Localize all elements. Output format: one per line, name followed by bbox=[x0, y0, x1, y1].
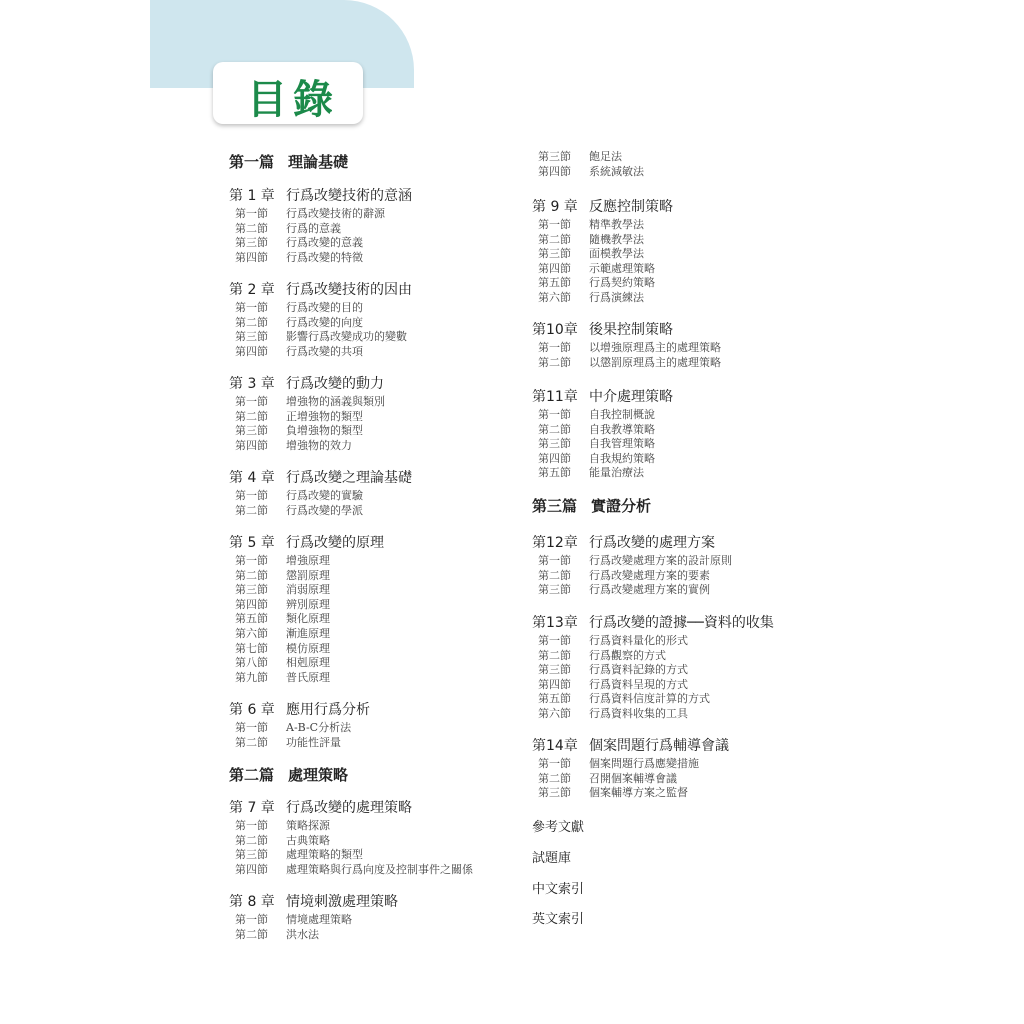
section-number: 第二節 bbox=[235, 735, 268, 749]
section-item[interactable] bbox=[532, 423, 673, 438]
section-number: 第一節 bbox=[538, 554, 571, 567]
section-number: 第二節 bbox=[235, 503, 268, 517]
part-title: 處理策略 bbox=[288, 766, 349, 784]
section-item[interactable] bbox=[229, 721, 370, 736]
section-item[interactable] bbox=[229, 489, 412, 504]
section-number: 第八節 bbox=[235, 656, 268, 670]
section-item[interactable] bbox=[229, 656, 384, 671]
part-title: 理論基礎 bbox=[288, 153, 349, 171]
chapter-title: 行爲改變技術的意涵 bbox=[286, 188, 412, 204]
section-number: 第一節 bbox=[235, 554, 268, 567]
chapter-12 bbox=[532, 534, 732, 598]
section-title: 增強物的涵義與類別 bbox=[286, 395, 385, 408]
section-title: 負增強物的類型 bbox=[286, 424, 363, 438]
section-title: 行爲改變的目的 bbox=[286, 301, 363, 314]
section-number: 第三節 bbox=[538, 247, 571, 261]
section-item[interactable] bbox=[229, 598, 384, 613]
section-item[interactable] bbox=[229, 671, 384, 686]
chapter-2 bbox=[229, 281, 412, 359]
section-item[interactable] bbox=[229, 627, 384, 642]
section-item[interactable] bbox=[532, 233, 673, 248]
section-title: 行爲改變的意義 bbox=[286, 236, 363, 250]
chapter-number: 第10章 bbox=[532, 322, 578, 338]
section-item[interactable] bbox=[229, 819, 473, 834]
chapter-number: 第 6 章 bbox=[229, 702, 275, 718]
section-item[interactable] bbox=[532, 634, 774, 649]
section-item[interactable] bbox=[229, 569, 384, 584]
chapter-number: 第 8 章 bbox=[229, 894, 275, 910]
section-item[interactable] bbox=[532, 757, 729, 772]
section-number: 第一節 bbox=[235, 395, 268, 408]
section-title: 飽足法 bbox=[589, 150, 622, 163]
section-title: 模仿原理 bbox=[286, 641, 330, 655]
page-title: 目錄 bbox=[247, 77, 339, 123]
chapter-11 bbox=[532, 388, 673, 481]
section-number: 第二節 bbox=[235, 315, 268, 329]
section-item[interactable] bbox=[229, 642, 384, 657]
section-title: 自我規約策略 bbox=[589, 451, 655, 465]
chapter-heading[interactable] bbox=[229, 187, 412, 205]
chapter-title: 行爲改變的動力 bbox=[286, 376, 384, 392]
section-title: 行爲觀察的方式 bbox=[589, 648, 666, 662]
section-item[interactable] bbox=[229, 834, 473, 849]
chapter-number: 第12章 bbox=[532, 535, 578, 551]
section-number: 第二節 bbox=[538, 771, 571, 785]
section-title: 漸進原理 bbox=[286, 626, 330, 640]
chapter-title: 行爲改變的處理方案 bbox=[589, 535, 715, 551]
section-title: A-B-C分析法 bbox=[286, 721, 352, 734]
section-number: 第二節 bbox=[235, 568, 268, 582]
section-title: 能量治療法 bbox=[589, 466, 644, 480]
section-item[interactable] bbox=[229, 554, 384, 569]
section-number: 第四節 bbox=[538, 164, 571, 178]
section-item[interactable] bbox=[532, 165, 644, 180]
section-item[interactable] bbox=[532, 663, 774, 678]
section-title: 面模教學法 bbox=[589, 247, 644, 261]
section-item[interactable] bbox=[532, 649, 774, 664]
section-title: 精準教學法 bbox=[589, 218, 644, 231]
part-heading-3[interactable] bbox=[532, 495, 651, 516]
section-item[interactable] bbox=[532, 678, 774, 693]
section-title: 行爲改變的共項 bbox=[286, 344, 363, 358]
section-title: 行爲資料記錄的方式 bbox=[589, 663, 688, 677]
chapter-title: 行爲改變技術的因由 bbox=[286, 282, 412, 298]
section-number: 第二節 bbox=[538, 232, 571, 246]
section-item[interactable] bbox=[229, 439, 385, 454]
part-title: 實證分析 bbox=[591, 497, 652, 515]
section-item[interactable] bbox=[532, 466, 673, 481]
chapter-heading[interactable] bbox=[532, 388, 673, 406]
references-link[interactable]: 參考文獻 bbox=[532, 820, 585, 835]
section-number: 第四節 bbox=[538, 451, 571, 465]
section-title: 相剋原理 bbox=[286, 656, 330, 670]
chapter-heading[interactable] bbox=[532, 737, 729, 755]
section-title: 行爲改變處理方案的要素 bbox=[589, 568, 710, 582]
section-title: 功能性評量 bbox=[286, 735, 341, 749]
section-title: 行爲改變處理方案的實例 bbox=[589, 583, 710, 597]
section-number: 第三節 bbox=[538, 437, 571, 451]
section-number: 第一節 bbox=[538, 341, 571, 354]
english-index-link[interactable]: 英文索引 bbox=[532, 912, 585, 927]
section-number: 第一節 bbox=[538, 757, 571, 770]
chapter-heading[interactable] bbox=[229, 281, 412, 299]
chapter-1 bbox=[229, 187, 412, 265]
section-item[interactable] bbox=[532, 276, 673, 291]
section-item[interactable] bbox=[229, 301, 412, 316]
chapter-number: 第 4 章 bbox=[229, 470, 275, 486]
chapter-heading[interactable] bbox=[229, 701, 370, 719]
section-number: 第七節 bbox=[235, 641, 268, 655]
section-title: 行爲資料信度計算的方式 bbox=[589, 692, 710, 706]
section-item[interactable] bbox=[532, 692, 774, 707]
section-number: 第一節 bbox=[235, 301, 268, 314]
section-title: 辨別原理 bbox=[286, 597, 330, 611]
section-title: 行爲改變處理方案的設計原則 bbox=[589, 554, 732, 567]
section-title: 個案問題行爲應變措施 bbox=[589, 757, 699, 770]
section-title: 影響行爲改變成功的變數 bbox=[286, 330, 407, 344]
section-number: 第四節 bbox=[538, 677, 571, 691]
section-number: 第一節 bbox=[538, 634, 571, 647]
section-title: 自我管理策略 bbox=[589, 437, 655, 451]
section-title: 增強原理 bbox=[286, 554, 330, 567]
section-title: 以懲罰原理爲主的處理策略 bbox=[589, 355, 721, 369]
section-item[interactable] bbox=[229, 848, 473, 863]
chapter-number: 第 9 章 bbox=[532, 199, 578, 215]
section-title: 古典策略 bbox=[286, 833, 330, 847]
section-title: 自我教導策略 bbox=[589, 422, 655, 436]
section-number: 第二節 bbox=[538, 422, 571, 436]
section-number: 第一節 bbox=[235, 819, 268, 832]
section-item[interactable] bbox=[229, 410, 385, 425]
section-item[interactable] bbox=[229, 736, 370, 751]
section-number: 第九節 bbox=[235, 670, 268, 684]
section-item[interactable] bbox=[229, 236, 412, 251]
section-number: 第二節 bbox=[235, 833, 268, 847]
chapter-number: 第 2 章 bbox=[229, 282, 275, 298]
section-item[interactable] bbox=[229, 928, 398, 943]
section-number: 第一節 bbox=[235, 207, 268, 220]
section-title: 增強物的效力 bbox=[286, 438, 352, 452]
chinese-index-link[interactable]: 中文索引 bbox=[532, 882, 585, 897]
section-number: 第六節 bbox=[538, 290, 571, 304]
section-number: 第四節 bbox=[538, 261, 571, 275]
section-number: 第五節 bbox=[538, 692, 571, 706]
chapter-heading[interactable] bbox=[229, 799, 473, 817]
chapter-heading[interactable] bbox=[532, 321, 721, 339]
section-item[interactable] bbox=[229, 913, 398, 928]
chapter-13 bbox=[532, 614, 774, 722]
chapter-title: 行爲改變的處理策略 bbox=[286, 800, 412, 816]
chapter-title: 個案問題行爲輔導會議 bbox=[589, 738, 729, 754]
section-title: 行爲的意義 bbox=[286, 221, 341, 235]
section-item[interactable] bbox=[229, 345, 412, 360]
section-number: 第三節 bbox=[235, 236, 268, 250]
section-item[interactable] bbox=[532, 408, 673, 423]
chapter-number: 第 3 章 bbox=[229, 376, 275, 392]
chapter-title: 中介處理策略 bbox=[589, 389, 673, 405]
section-number: 第五節 bbox=[538, 466, 571, 480]
section-title: 行爲資料量化的形式 bbox=[589, 634, 688, 647]
chapter-title: 反應控制策略 bbox=[589, 199, 673, 215]
chapter-heading[interactable] bbox=[532, 614, 774, 632]
section-title: 以增強原理爲主的處理策略 bbox=[589, 341, 721, 354]
part-heading-2[interactable] bbox=[229, 764, 348, 785]
section-number: 第一節 bbox=[538, 408, 571, 421]
section-number: 第二節 bbox=[538, 568, 571, 582]
section-number: 第三節 bbox=[538, 786, 571, 800]
section-number: 第四節 bbox=[235, 250, 268, 264]
chapter-10 bbox=[532, 321, 721, 370]
section-title: 個案輔導方案之監督 bbox=[589, 786, 688, 800]
section-number: 第三節 bbox=[538, 150, 571, 163]
section-number: 第二節 bbox=[235, 221, 268, 235]
chapter-number: 第11章 bbox=[532, 389, 578, 405]
chapter-title: 情境刺激處理策略 bbox=[286, 894, 398, 910]
section-title: 系統減敏法 bbox=[589, 164, 644, 178]
section-number: 第六節 bbox=[235, 626, 268, 640]
section-number: 第三節 bbox=[235, 330, 268, 344]
section-number: 第四節 bbox=[235, 597, 268, 611]
chapter-title: 行爲改變的證據──資料的收集 bbox=[589, 615, 774, 631]
chapter-number: 第14章 bbox=[532, 738, 578, 754]
chapter-8 bbox=[229, 893, 398, 942]
section-item[interactable] bbox=[229, 504, 412, 519]
section-item[interactable] bbox=[532, 262, 673, 277]
section-item[interactable] bbox=[532, 150, 644, 165]
question-bank-link[interactable]: 試題庫 bbox=[532, 851, 572, 866]
section-item[interactable] bbox=[532, 707, 774, 722]
section-number: 第四節 bbox=[235, 344, 268, 358]
section-item[interactable] bbox=[229, 207, 412, 222]
chapter-8-continued bbox=[532, 150, 644, 179]
part-heading-1[interactable] bbox=[229, 151, 348, 172]
section-item[interactable] bbox=[532, 341, 721, 356]
section-number: 第一節 bbox=[235, 913, 268, 926]
section-number: 第五節 bbox=[235, 612, 268, 626]
chapter-heading[interactable] bbox=[229, 893, 398, 911]
chapter-5 bbox=[229, 534, 384, 685]
section-title: 正增強物的類型 bbox=[286, 409, 363, 423]
section-title: 處理策略與行爲向度及控制事件之關係 bbox=[286, 862, 473, 876]
section-title: 行爲資料收集的工具 bbox=[589, 706, 688, 720]
chapter-heading[interactable] bbox=[229, 534, 384, 552]
chapter-heading[interactable] bbox=[229, 375, 385, 393]
section-title: 召開個案輔導會議 bbox=[589, 771, 677, 785]
section-item[interactable] bbox=[532, 291, 673, 306]
section-item[interactable] bbox=[532, 218, 673, 233]
section-title: 策略探源 bbox=[286, 819, 330, 832]
section-number: 第四節 bbox=[235, 438, 268, 452]
section-title: 行爲演練法 bbox=[589, 290, 644, 304]
section-item[interactable] bbox=[532, 247, 673, 262]
chapter-title: 行爲改變之理論基礎 bbox=[286, 470, 412, 486]
chapter-title: 行爲改變的原理 bbox=[286, 535, 384, 551]
part-label: 第一篇 bbox=[229, 153, 275, 171]
section-number: 第三節 bbox=[538, 583, 571, 597]
section-title: 行爲契約策略 bbox=[589, 276, 655, 290]
section-item[interactable] bbox=[229, 863, 473, 878]
section-number: 第五節 bbox=[538, 276, 571, 290]
chapter-heading[interactable] bbox=[229, 469, 412, 487]
section-item[interactable] bbox=[532, 554, 732, 569]
section-item[interactable] bbox=[229, 316, 412, 331]
section-title: 行爲改變的學派 bbox=[286, 503, 363, 517]
section-title: 消弱原理 bbox=[286, 583, 330, 597]
section-number: 第六節 bbox=[538, 706, 571, 720]
section-item[interactable] bbox=[532, 786, 729, 801]
section-number: 第二節 bbox=[235, 927, 268, 941]
chapter-number: 第 5 章 bbox=[229, 535, 275, 551]
section-title: 類化原理 bbox=[286, 612, 330, 626]
section-item[interactable] bbox=[229, 395, 385, 410]
section-number: 第一節 bbox=[235, 489, 268, 502]
section-title: 行爲資料呈現的方式 bbox=[589, 677, 688, 691]
section-item[interactable] bbox=[229, 612, 384, 627]
chapter-4 bbox=[229, 469, 412, 518]
section-item[interactable] bbox=[532, 452, 673, 467]
section-title: 行爲改變技術的辭源 bbox=[286, 207, 385, 220]
section-item[interactable] bbox=[532, 772, 729, 787]
section-item[interactable] bbox=[532, 437, 673, 452]
chapter-9 bbox=[532, 198, 673, 306]
section-item[interactable] bbox=[229, 251, 412, 266]
section-item[interactable] bbox=[532, 583, 732, 598]
part-label: 第二篇 bbox=[229, 766, 275, 784]
chapter-6 bbox=[229, 701, 370, 750]
section-number: 第二節 bbox=[538, 355, 571, 369]
section-number: 第二節 bbox=[235, 409, 268, 423]
section-title: 行爲改變的特徵 bbox=[286, 250, 363, 264]
chapter-14 bbox=[532, 737, 729, 801]
section-title: 普氏原理 bbox=[286, 670, 330, 684]
section-item[interactable] bbox=[229, 330, 412, 345]
chapter-3 bbox=[229, 375, 385, 453]
section-title: 情境處理策略 bbox=[286, 913, 352, 926]
chapter-heading[interactable] bbox=[532, 534, 732, 552]
section-item[interactable] bbox=[229, 583, 384, 598]
section-number: 第二節 bbox=[538, 648, 571, 662]
section-number: 第三節 bbox=[235, 583, 268, 597]
section-number: 第三節 bbox=[235, 848, 268, 862]
chapter-7 bbox=[229, 799, 473, 877]
section-title: 隨機教學法 bbox=[589, 232, 644, 246]
section-title: 洪水法 bbox=[286, 927, 319, 941]
section-number: 第一節 bbox=[538, 218, 571, 231]
section-number: 第三節 bbox=[538, 663, 571, 677]
section-title: 行爲改變的向度 bbox=[286, 315, 363, 329]
section-number: 第四節 bbox=[235, 862, 268, 876]
chapter-number: 第 1 章 bbox=[229, 188, 275, 204]
section-title: 示範處理策略 bbox=[589, 261, 655, 275]
section-title: 處理策略的類型 bbox=[286, 848, 363, 862]
section-item[interactable] bbox=[229, 222, 412, 237]
section-title: 自我控制概說 bbox=[589, 408, 655, 421]
chapter-title: 後果控制策略 bbox=[589, 322, 673, 338]
section-number: 第一節 bbox=[235, 721, 268, 734]
section-item[interactable] bbox=[532, 356, 721, 371]
chapter-number: 第13章 bbox=[532, 615, 578, 631]
chapter-number: 第 7 章 bbox=[229, 800, 275, 816]
section-title: 懲罰原理 bbox=[286, 568, 330, 582]
section-number: 第三節 bbox=[235, 424, 268, 438]
section-item[interactable] bbox=[532, 569, 732, 584]
chapter-heading[interactable] bbox=[532, 198, 673, 216]
section-title: 行爲改變的實驗 bbox=[286, 489, 363, 502]
part-label: 第三篇 bbox=[532, 497, 578, 515]
chapter-title: 應用行爲分析 bbox=[286, 702, 370, 718]
section-item[interactable] bbox=[229, 424, 385, 439]
